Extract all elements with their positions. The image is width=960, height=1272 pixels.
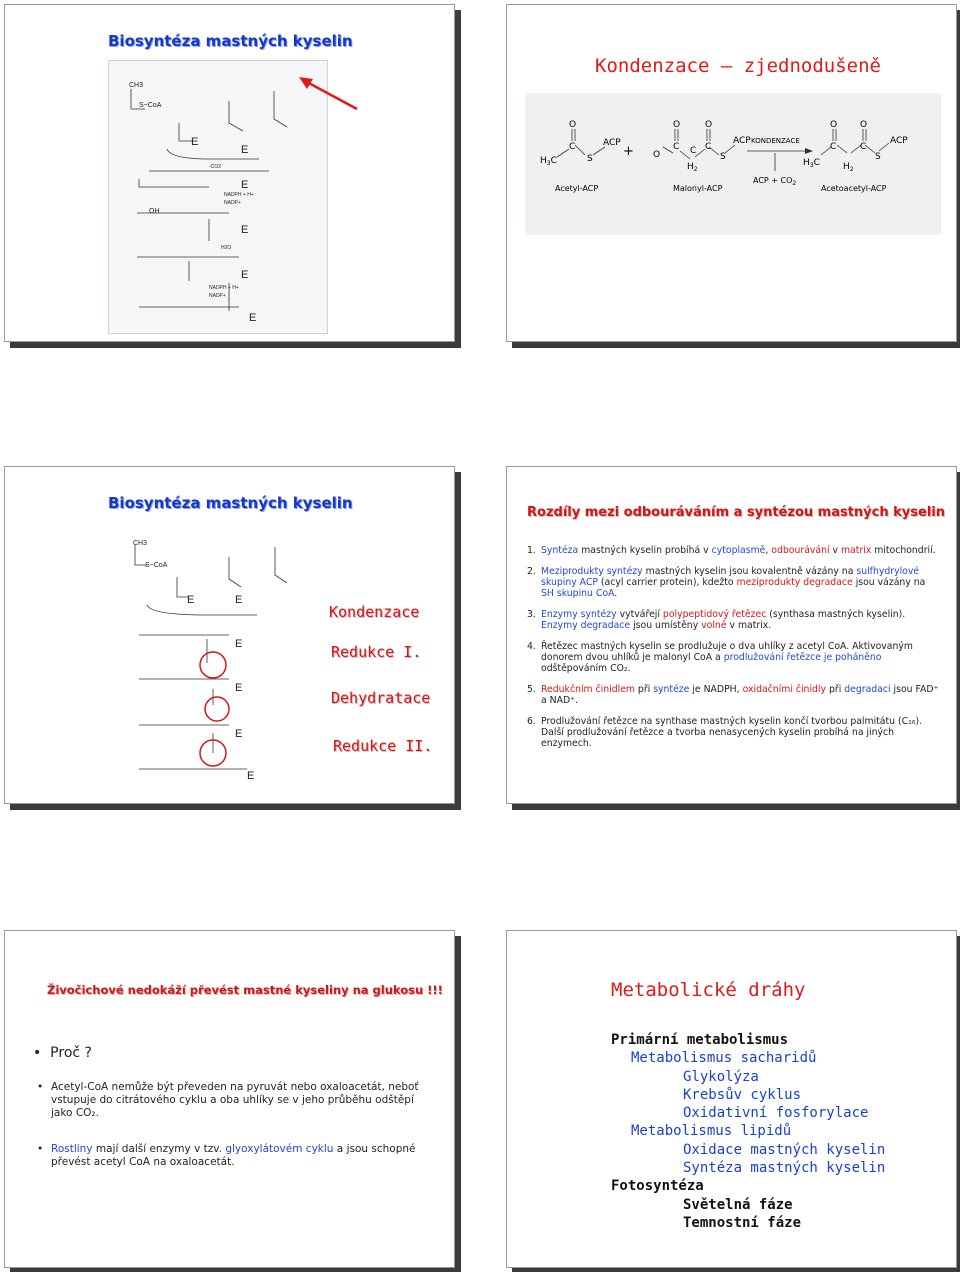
step-dehydration: Dehydratace: [331, 689, 431, 707]
slide-condensation: [506, 4, 957, 342]
outline-item: Oxidace mastných kyselin: [683, 1141, 886, 1158]
atom-label: $H_3C$: [803, 158, 820, 169]
red-arrow: [295, 75, 365, 115]
list-item-number: 4.: [527, 641, 536, 652]
plus-sign: +: [623, 144, 634, 159]
enzyme-e-label: E: [241, 269, 249, 281]
bullet-why: • Proč ?: [33, 1045, 92, 1061]
atom-label: C: [860, 142, 867, 152]
outline-item: Krebsův cyklus: [683, 1086, 802, 1103]
chem-label: NADP+: [209, 293, 226, 299]
slide-differences: [506, 466, 957, 804]
slide-title: Biosyntéza mastných kyselin: [108, 494, 353, 512]
enzyme-e-label: E: [235, 682, 243, 694]
outline-item: Metabolismus sacharidů: [631, 1050, 817, 1067]
list-item-text: Řetězec mastných kyselin se prodlužuje o dva uhlíky z acetyl CoA. Aktivovaným donorem dvou uhlíků je malonyl CoA a prodlužování řetězce je poháněno odštěpováním CO₂.: [541, 641, 913, 674]
bullet-text: Acetyl-CoA nemůže být převeden na pyruvát nebo oxaloacetát, neboť vstupuje do citrátového cyklu a oba uhlíky se v jeho průběhu odštěpí jako CO₂.: [51, 1081, 419, 1119]
enzyme-e-label: E: [191, 136, 199, 148]
chem-label: NADPH + H+: [209, 285, 239, 291]
chem-label: CH3: [129, 82, 144, 89]
chem-label: OH: [149, 208, 160, 215]
chem-label: -CO2: [209, 164, 221, 170]
list-item-number: 5.: [527, 684, 536, 695]
step-reduction-2: Redukce II.: [333, 737, 433, 755]
atom-label: ACP: [733, 136, 751, 146]
outline-item: Oxidativní fosforylace: [683, 1105, 869, 1122]
atom-label: C: [690, 146, 697, 156]
atom-label: O: [569, 120, 577, 130]
list-item-text: Redukčním činidlem při syntéze je NADPH, oxidačními činidly při degradaci jsou FAD⁺ a NAD⁺.: [541, 684, 939, 706]
slide-title: Kondenzace – zjednodušeně: [595, 55, 881, 77]
fatty-acid-cycle-diagram: [117, 539, 317, 787]
list-item-number: 2.: [527, 566, 536, 577]
enzyme-e-label: E: [249, 312, 257, 324]
list-item-number: 6.: [527, 716, 536, 727]
atom-label: C: [673, 142, 680, 152]
atom-label: C: [830, 142, 837, 152]
atom-label: ACP: [603, 138, 621, 148]
differences-list: [527, 545, 939, 759]
list-item: [527, 545, 939, 556]
slide-title: Biosyntéza mastných kyselin: [108, 32, 353, 50]
atom-label: $H_3C$: [540, 156, 557, 167]
list-item: [527, 641, 939, 674]
bullet-text: Proč ?: [50, 1045, 92, 1061]
chem-label: NADPH + H+: [224, 192, 254, 198]
atom-label: C: [705, 142, 712, 152]
atom-label: S: [875, 152, 881, 162]
condensation-reaction-svg: [525, 93, 941, 235]
list-item-number: 1.: [527, 545, 536, 556]
step-condensation: Kondenzace: [329, 603, 420, 621]
acetoacetyl-acp-label: Acetoacetyl-ACP: [821, 184, 887, 193]
slide-title: Živočichové nedokáží převést mastné kyseliny na glukosu !!!: [47, 983, 443, 997]
outline-item: Světelná fáze: [683, 1196, 793, 1213]
chem-label: S~CoA: [145, 562, 168, 569]
enzyme-e-label: E: [187, 594, 195, 606]
atom-label: ACP: [890, 136, 908, 146]
cycle-structure-svg: [117, 539, 317, 787]
slide-biosynthesis-2: [4, 466, 455, 804]
list-item: [527, 716, 939, 749]
atom-label: O: [705, 120, 713, 130]
step-reduction-1: Redukce I.: [331, 643, 422, 661]
acetyl-acp-label: Acetyl-ACP: [555, 184, 599, 193]
list-item-text: Prodlužování řetězce na synthase mastných kyselin končí tvorbou palmitátu (C₁₆). Další prodlužování řetězce a tvorba nenasycených kyselin probíhá na jiných enzymech.: [541, 716, 923, 749]
outline-item: Metabolismus lipidů: [631, 1123, 792, 1140]
list-item-text: Syntéza mastných kyselin probíhá v cytoplasmě, odbourávání v matrix mitochondrií.: [541, 545, 936, 556]
bullet-text: Rostliny mají další enzymy v tzv. glyoxylátovém cyklu a jsou schopné převést acetyl CoA na oxaloacetát.: [51, 1143, 416, 1168]
outline-item: Syntéza mastných kyselin: [683, 1160, 886, 1177]
bullet-acetyl-coa: • Acetyl-CoA nemůže být převeden na pyruvát nebo oxaloacetát, neboť vstupuje do citrátového cyklu a oba uhlíky se v jeho průběhu odštěpí jako CO₂.: [37, 1081, 437, 1120]
pathways-outline: [611, 1031, 885, 1232]
atom-label: $H_2$: [843, 162, 854, 173]
list-item: [527, 566, 939, 599]
byproduct-label: ACP + $CO_2$: [753, 176, 797, 187]
reaction-arrow-label: KONDENZACE: [751, 137, 800, 145]
slide-title: Rozdíly mezi odbouráváním a syntézou mastných kyselin: [527, 505, 945, 520]
list-item-number: 3.: [527, 609, 536, 620]
list-item: [527, 684, 939, 706]
list-item: [527, 609, 939, 631]
outline-item: Glykolýza: [683, 1068, 759, 1085]
atom-label: O: [860, 120, 868, 130]
bullet-plants: • Rostliny mají další enzymy v tzv. glyoxylátovém cyklu a jsou schopné převést acetyl CoA na oxaloacetát.: [37, 1143, 437, 1169]
list-item-text: Meziprodukty syntézy mastných kyselin jsou kovalentně vázány na sulfhydrylové skupiny ACP (acyl carrier protein), kdežto meziprodukty degradace jsou vázány na SH skupinu CoA.: [541, 566, 926, 599]
list-item-text: Enzymy syntézy vytvářejí polypeptidový řetězec (synthasa mastných kyselin). Enzymy degradace jsou umístěny volně v matrix.: [541, 609, 906, 631]
atom-label: O: [673, 120, 681, 130]
chem-label: H2O: [221, 245, 232, 251]
atom-label: S: [587, 154, 593, 164]
chem-label: S~CoA: [139, 102, 162, 109]
chem-label: NADP+: [224, 200, 241, 206]
atom-label: O: [830, 120, 838, 130]
reaction-panel: [525, 93, 941, 235]
outline-item: Temnostní fáze: [683, 1214, 802, 1231]
atom-label: $H_2$: [687, 162, 698, 173]
slide-animals-glucose: [4, 930, 455, 1268]
enzyme-e-label: E: [235, 728, 243, 740]
slide-biosynthesis-1: [4, 4, 455, 342]
slide-title: Metabolické dráhy: [611, 979, 806, 1001]
enzyme-e-label: E: [241, 179, 249, 191]
outline-item: Primární metabolismus: [611, 1032, 789, 1048]
chem-label: CH3: [133, 540, 148, 547]
enzyme-e-label: E: [235, 638, 243, 650]
atom-label: S: [720, 152, 726, 162]
atom-label: O: [653, 150, 661, 160]
malonyl-acp-label: Malonyl-ACP: [673, 184, 723, 193]
outline-item: Fotosyntéza: [611, 1178, 704, 1195]
enzyme-e-label: E: [247, 770, 255, 782]
slide-metabolic-pathways: [506, 930, 957, 1268]
enzyme-e-label: E: [241, 144, 249, 156]
atom-label: C: [569, 142, 576, 152]
enzyme-e-label: E: [241, 224, 249, 236]
enzyme-e-label: E: [235, 594, 243, 606]
